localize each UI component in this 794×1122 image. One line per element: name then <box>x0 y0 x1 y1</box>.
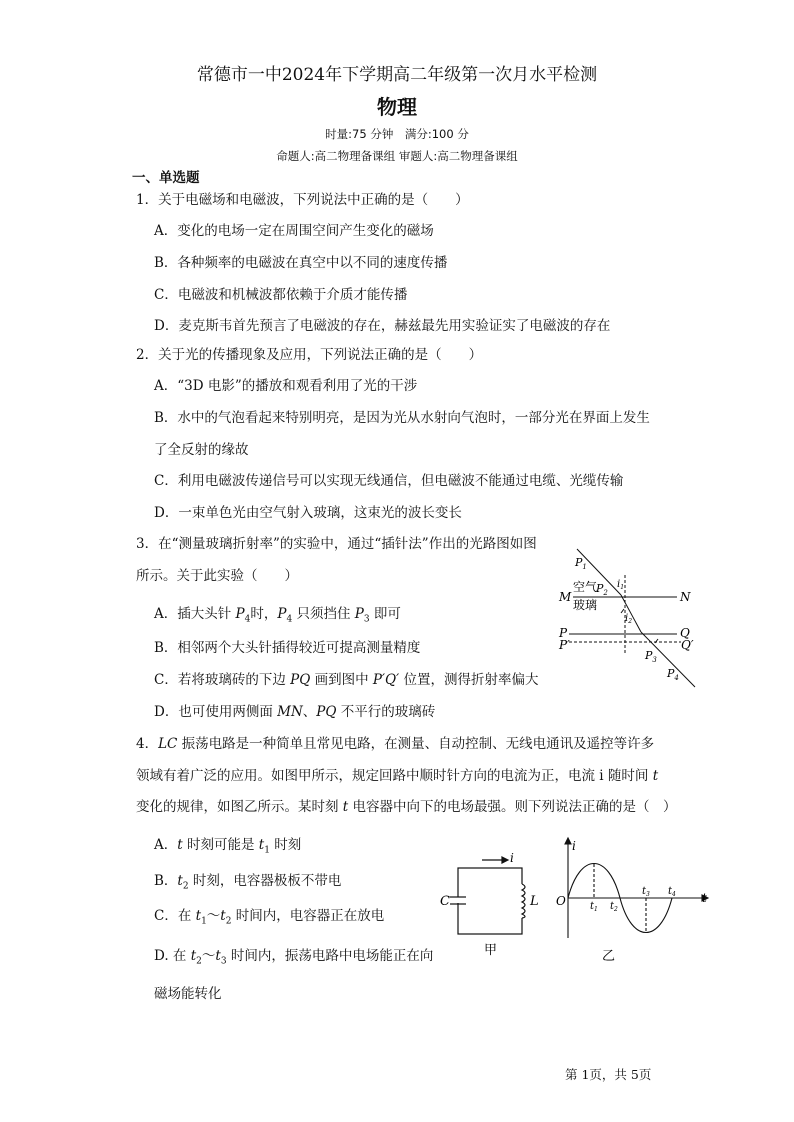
q3-option-b: B．相邻两个大头针插得较近可提高测量精度 <box>154 640 421 656</box>
q4-option-d-line2: 磁场能转化 <box>154 986 222 1002</box>
section-heading: 一、单选题 <box>132 170 200 186</box>
q1-option-a: A．变化的电场一定在周围空间产生变化的磁场 <box>154 223 434 239</box>
q1-option-b: B．各种频率的电磁波在真空中以不同的速度传播 <box>154 255 448 271</box>
q2-stem: 2．关于光的传播现象及应用，下列说法正确的是（ ） <box>136 347 483 363</box>
label-p: P <box>559 626 568 640</box>
label-angle-i2: $i_2$ <box>625 613 633 625</box>
graph-label-t2: $t_2$ <box>610 901 618 913</box>
q4-option-b: B．$t_2$ 时刻，电容器极板不带电 <box>154 873 342 892</box>
q2-option-c: C．利用电磁波传递信号可以实现无线通信，但电磁波不能通过电缆、光缆传输 <box>154 473 624 489</box>
circuit-label-c: C <box>440 894 450 909</box>
time-info: 时量:75 分钟 满分:100 分 <box>325 127 469 141</box>
q4-stem-line2: 领域有着广泛的应用。如图甲所示，规定回路中顺时针方向的电流为正，电流 i 随时间 t <box>136 768 659 784</box>
q3-option-d: D．也可使用两侧面 MN、PQ 不平行的玻璃砖 <box>154 704 436 720</box>
exam-title: 常德市一中2024年下学期高二年级第一次月水平检测 <box>196 65 598 85</box>
q2-option-a: A．“3D 电影”的播放和观看利用了光的干涉 <box>154 378 418 394</box>
q4-option-c: C．在 $t_1\sim t_2$ 时间内，电容器正在放电 <box>154 908 385 927</box>
label-p3: $P_3$ <box>645 649 657 664</box>
subject-title: 物理 <box>377 95 417 119</box>
q3-option-c: C．若将玻璃砖的下边 PQ 画到图中 P′Q′ 位置，测得折射率偏大 <box>154 672 539 688</box>
q1-option-d: D．麦克斯韦首先预言了电磁波的存在，赫兹最先用实验证实了电磁波的存在 <box>154 318 611 334</box>
q4-stem-line3: 变化的规律，如图乙所示。某时刻 t 电容器中向下的电场最强。则下列说法正确的是（ ） <box>136 799 677 815</box>
refracted-ray <box>621 595 641 632</box>
q2-option-b-line1: B．水中的气泡看起来特别明亮，是因为光从水射向气泡时，一部分光在界面上发生 <box>154 410 650 426</box>
label-glass: 玻璃 <box>573 598 598 612</box>
current-time-graph <box>550 836 715 966</box>
label-m: M <box>559 590 572 604</box>
label-p1: $P_1$ <box>575 556 587 571</box>
q4-stem-line1: 4．LC 振荡电路是一种简单且常见电路，在测量、自动控制、无线电通讯及遥控等许多 <box>136 736 655 752</box>
page-footer: 第 1页，共 5页 <box>565 1067 652 1082</box>
label-p-prime: P′ <box>559 638 570 652</box>
label-q-prime: Q′ <box>681 638 694 652</box>
lc-circuit-diagram <box>438 848 548 958</box>
arrow-mark-1 <box>621 609 624 613</box>
circuit-caption: 甲 <box>484 943 498 958</box>
q2-option-b-line2: 了全反射的缘故 <box>154 442 249 458</box>
graph-label-o: O <box>556 894 566 908</box>
q2-option-d: D．一束单色光由空气射入玻璃，这束光的波长变长 <box>154 505 462 521</box>
q3-option-a: A．插大头针 $P_4$时，$P_4$ 只须挡住 $P_3$ 即可 <box>154 606 401 625</box>
circuit-label-l: L <box>530 894 539 909</box>
refraction-diagram <box>555 545 705 693</box>
q3-stem-line2: 所示。关于此实验（ ） <box>136 568 298 584</box>
q1-option-c: C．电磁波和机械波都依赖于介质才能传播 <box>154 287 408 303</box>
label-p4: $P_4$ <box>667 667 679 682</box>
graph-label-t3: $t_3$ <box>642 886 650 898</box>
q4-option-d-line1: D. 在 $t_2\sim t_3$ 时间内，振荡电路中电场能正在向 <box>154 948 434 967</box>
graph-caption: 乙 <box>602 949 616 964</box>
label-air: 空气 <box>573 580 598 594</box>
circuit-label-i: i <box>510 851 514 865</box>
label-q: Q <box>680 626 690 640</box>
q4-option-a: A．t 时刻可能是 $t_1$ 时刻 <box>154 837 302 856</box>
label-n: N <box>680 590 691 604</box>
graph-label-t1: $t_1$ <box>590 901 598 913</box>
label-angle-i1: $i_1$ <box>617 579 625 591</box>
graph-label-i: i <box>572 839 576 853</box>
graph-label-t: t <box>702 891 707 905</box>
q3-stem-line1: 3．在“测量玻璃折射率”的实验中，通过“插针法”作出的光路图如图 <box>136 536 537 552</box>
label-p2: $P_2$ <box>596 582 608 597</box>
q1-stem: 1．关于电磁场和电磁波，下列说法中正确的是（ ） <box>136 192 469 208</box>
graph-label-t4: $t_4$ <box>668 886 676 898</box>
authors-info: 命题人:高二物理备课组 审题人:高二物理备课组 <box>276 149 518 163</box>
